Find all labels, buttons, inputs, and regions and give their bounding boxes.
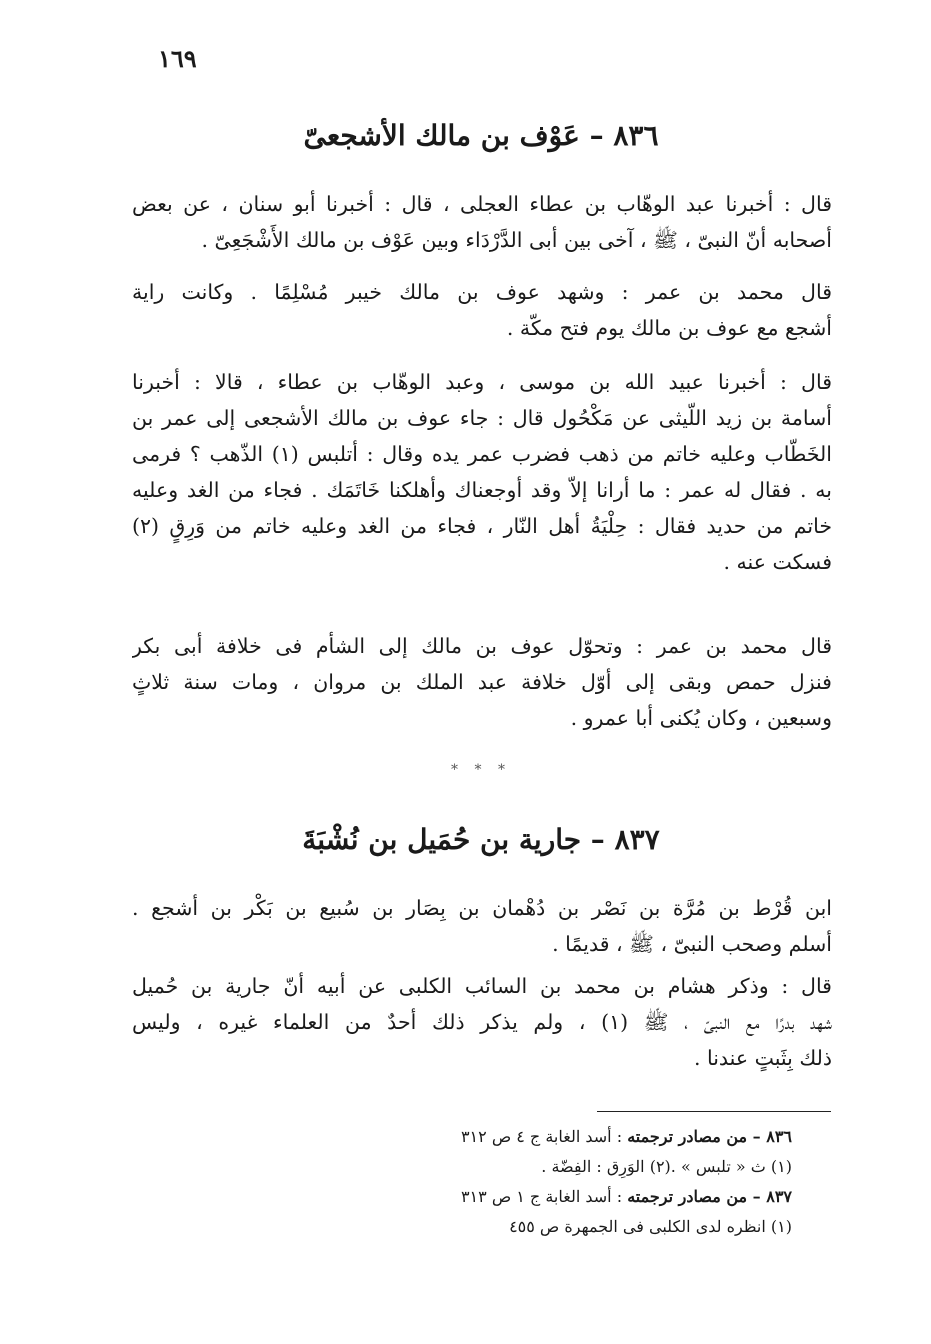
text-line: قال : أخبرنا عبيد الله بن موسى ، وعبد الوهّاب بن عطاء ، قالا : أخبرنا <box>132 370 832 394</box>
text-line: خاتم من حديد فقال : حِلْيَةُ أهل النّار ، فجاء من الغد وعليه خاتم من وَرِقٍ (٢) <box>132 514 832 538</box>
text-line: شهد بدرًا مع النبىّ ، ﷺ (١) ، ولم يذكر ذلك أحدٌ من العلماء غيره ، وليس <box>132 1010 832 1034</box>
footnote-notes-836 <box>132 1152 832 1182</box>
text-line: ابن قُرْط بن مُرَّة بن نَصْر بن دُهْمان بن بِصَار بن سُبيع بن بَكْر بن أشجع . <box>132 896 832 920</box>
footnote-text: (٢) الوَرِق : الفِضّة . <box>541 1157 671 1176</box>
footnote-divider <box>597 1111 831 1112</box>
text-line: وسبعين ، وكان يُكنى أبا عمرو . <box>570 706 832 730</box>
page-number: ١٦٩ <box>158 44 197 73</box>
footnote-label: ٨٣٧ – من مصادر ترجمته <box>627 1187 792 1206</box>
text-line: قال محمد بن عمر : وشهد عوف بن مالك خيبر مُسْلِمًا . وكانت راية <box>132 280 832 304</box>
text-line: قال : أخبرنا عبد الوهّاب بن عطاء العجلى ، قال : أخبرنا أبو سنان ، عن بعض <box>132 192 832 216</box>
text-line: قال محمد بن عمر : وتحوّل عوف بن مالك إلى الشأم فى خلافة أبى بكر <box>132 634 832 658</box>
text-line: أسلم وصحب النبىّ ، ﷺ ، قديمًا . <box>552 932 832 956</box>
footnote-text: (١) ث « تلبس » . <box>670 1157 792 1176</box>
text-line: به . فقال له عمر : ما أرانا إلاّ وقد أوجعناك وأهلكنا خَاتَمَك . فجاء من الغد وعليه <box>132 478 832 502</box>
footnote-sources-837 <box>132 1182 832 1212</box>
footnote-text: : أسد الغابة ج ٤ ص ٣١٢ <box>460 1127 628 1146</box>
text-line: أشجع مع عوف بن مالك يوم فتح مكّة . <box>506 316 832 340</box>
paragraph-837-2 <box>132 968 832 1076</box>
entry-title-836: ٨٣٦ – عَوْف بن مالك الأشجعىّ <box>303 119 659 152</box>
text-line: قال : وذكر هشام بن محمد بن السائب الكلبى عن أبيه أنّ جارية بن حُميل <box>132 974 832 998</box>
section-separator: * * * <box>451 762 511 778</box>
footnote-notes-837: (١) انظره لدى الكلبى فى الجمهرة ص ٤٥٥ <box>509 1217 792 1236</box>
footnotes <box>132 1122 832 1242</box>
text-line: ذلك بِثَبتٍ عندنا . <box>693 1046 832 1070</box>
paragraph-837-1 <box>132 890 832 962</box>
paragraph-836-2 <box>132 274 832 346</box>
paragraph-836-4 <box>132 628 832 736</box>
footnote-label: ٨٣٦ – من مصادر ترجمته <box>627 1127 792 1146</box>
text-line: الخَطّاب وعليه خاتم من ذهب فضرب عمر يده وقال : أتلبس (١) الذّهب ؟ فرمى <box>132 442 832 466</box>
entry-title-837: ٨٣٧ – جارية بن حُمَيل بن نُشْبَةَ <box>302 823 660 856</box>
paragraph-836-3 <box>132 364 832 580</box>
text-line: أسامة بن زيد اللّيثى عن مَكْحُول قال : جاء عوف بن مالك الأشجعى إلى عمر بن <box>132 406 832 430</box>
footnote-text: : أسد الغابة ج ١ ص ٣١٣ <box>460 1187 628 1206</box>
text-line: فسكت عنه . <box>723 550 832 574</box>
footnote-sources-836 <box>132 1122 832 1152</box>
paragraph-836-1 <box>132 186 832 258</box>
text-line: فنزل حمص وبقى إلى أوّل خلافة عبد الملك بن مروان ، ومات سنة ثلاثٍ <box>132 670 832 694</box>
text-line: أصحابه أنّ النبىّ ، ﷺ ، آخى بين أبى الدَّرْدَاء وبين عَوْف بن مالك الأَشْجَعِىّ . <box>201 228 832 252</box>
